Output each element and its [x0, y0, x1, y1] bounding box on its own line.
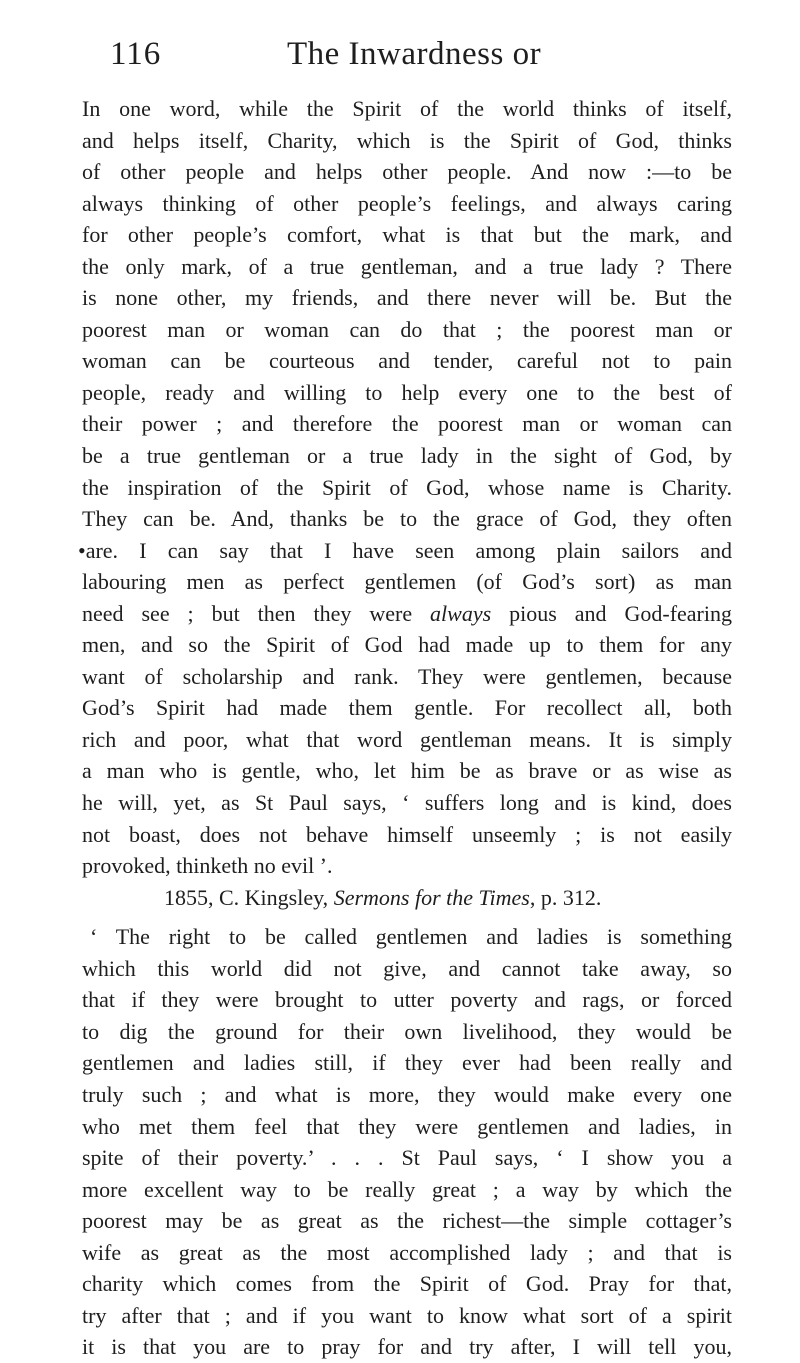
text-line: of other people and helps other people. And now :—to be	[82, 159, 732, 185]
text-line: wife as great as the most accomplished lady ; and that is	[82, 1239, 732, 1265]
text-line: people, ready and willing to help every one to the best of	[82, 379, 732, 405]
text-line-always	[82, 598, 732, 630]
text-line: •are. I can say that I have seen among plain sailors and	[78, 537, 732, 563]
text-line: and helps itself, Charity, which is the Spirit of God, thinks	[82, 127, 732, 153]
text-line: gentlemen and ladies still, if they ever had been really and	[82, 1050, 732, 1076]
text-line: rich and poor, what that word gentleman means. It is simply	[82, 726, 732, 752]
text-segment: need see ; but then they were	[82, 600, 431, 626]
citation-source: 1855, C. Kingsley,	[164, 884, 334, 910]
running-head	[110, 36, 730, 80]
text-line: spite of their poverty.’ . . . St Paul says, ‘ I show you a	[82, 1145, 732, 1171]
text-line: men, and so the Spirit of God had made up to them for any	[82, 632, 732, 658]
text-line: charity which comes from the Spirit of God. Pray for that,	[82, 1271, 732, 1297]
text-line: want of scholarship and rank. They were gentlemen, because	[82, 663, 732, 689]
text-line: try after that ; and if you want to know what sort of a spirit	[82, 1302, 732, 1328]
text-line: that if they were brought to utter poverty and rags, or forced	[82, 987, 732, 1013]
text-line: always thinking of other people’s feelings, and always caring	[82, 190, 732, 216]
text-line: poorest may be as great as the richest—the simple cottager’s	[82, 1208, 732, 1234]
text-line: ‘ The right to be called gentlemen and ladies is something	[90, 924, 732, 950]
text-line: truly such ; and what is more, they would make every one	[82, 1081, 732, 1107]
text-line: In one word, while the Spirit of the world thinks of itself,	[82, 96, 732, 121]
body-text	[78, 93, 732, 1363]
citation-work-title: Sermons for the Times	[333, 884, 530, 910]
text-line: not boast, does not behave himself unseemly ; is not easily	[82, 821, 732, 847]
page-number: 116	[110, 36, 162, 72]
text-line: the inspiration of the Spirit of God, whose name is Charity.	[82, 474, 732, 500]
text-line: labouring men as perfect gentlemen (of God’s sort) as man	[82, 569, 732, 595]
text-line: God’s Spirit had made them gentle. For recollect all, both	[82, 695, 732, 721]
text-line: the only mark, of a true gentleman, and a true lady ? There	[82, 253, 732, 279]
text-line: their power ; and therefore the poorest man or woman can	[82, 411, 732, 437]
citation	[82, 882, 732, 914]
citation-page: , p. 312.	[529, 884, 602, 910]
emphasis-always: always	[430, 600, 492, 626]
text-line: who met them feel that they were gentlemen and ladies, in	[82, 1113, 732, 1139]
text-line: poorest man or woman can do that ; the poorest man or	[82, 316, 732, 342]
text-line: which this world did not give, and cannot take away, so	[82, 955, 732, 981]
text-line: for other people’s comfort, what is that but the mark, and	[82, 222, 732, 248]
text-line: to dig the ground for their own livelihood, they would be	[82, 1018, 732, 1044]
text-line: it is that you are to pray for and try after, I will tell you,	[82, 1334, 732, 1360]
text-segment: pious and God-fearing	[491, 600, 732, 626]
text-line: They can be. And, thanks be to the grace of God, they often	[82, 506, 732, 532]
text-line: he will, yet, as St Paul says, ‘ suffers long and is kind, does	[82, 790, 732, 816]
text-line: woman can be courteous and tender, careful not to pain	[82, 348, 732, 374]
text-line: provoked, thinketh no evil ’.	[82, 853, 333, 879]
text-line: a man who is gentle, who, let him be as brave or as wise as	[82, 758, 732, 784]
running-title: The Inwardness or	[287, 36, 542, 72]
text-line: more excellent way to be really great ; a way by which the	[82, 1176, 732, 1202]
paragraph-gap	[82, 913, 732, 921]
text-line: be a true gentleman or a true lady in the sight of God, by	[82, 443, 732, 469]
text-line: is none other, my friends, and there never will be. But the	[82, 285, 732, 311]
